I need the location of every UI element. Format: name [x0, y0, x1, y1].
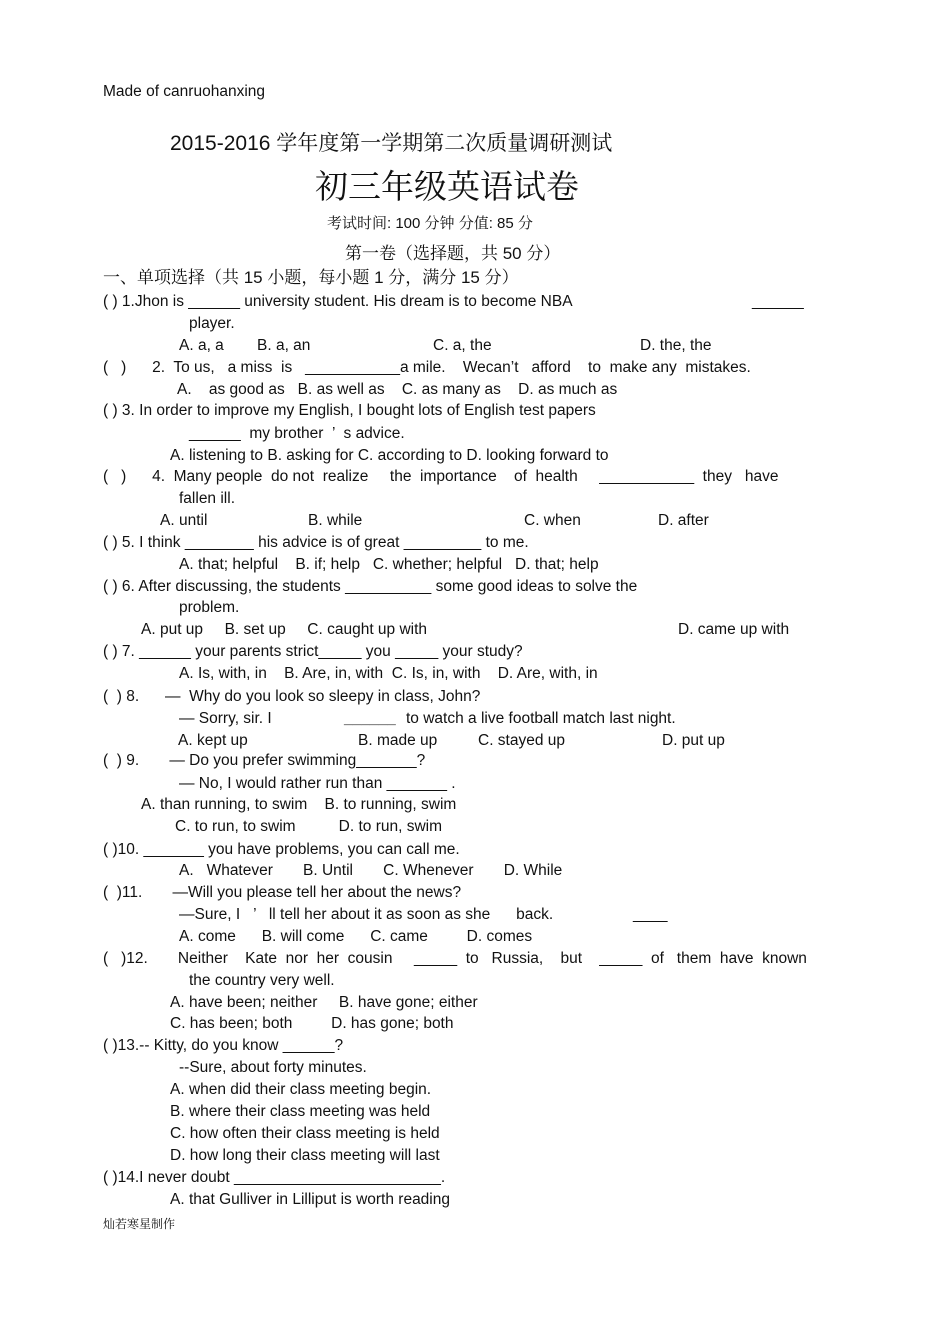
option-a: A. when did their class meeting begin.	[170, 1081, 432, 1098]
answer-blank: ____	[633, 906, 668, 923]
part-title: 第一卷（选择题，共 50 分）	[345, 244, 561, 263]
question-stem: ( )10. _______ you have problems, you can call me.	[103, 841, 460, 858]
question-stem-continued: player.	[189, 315, 235, 332]
exam-subtitle: 2015-2016 学年度第一学期第二次质量调研测试	[170, 132, 613, 155]
option-b: B. while	[308, 512, 363, 529]
dialogue-line: — No, I would rather run than _______ .	[179, 775, 456, 792]
question-stem: ( )14.I never doubt ________________________.	[103, 1169, 446, 1186]
exam-info: 考试时间: 100 分钟 分值: 85 分	[327, 215, 533, 232]
option-b: B. a, an	[257, 337, 311, 354]
question-stem: ( )12. Neither Kate nor her cousin _____ to Russia, but _____ of them have known	[103, 950, 807, 967]
options-ab: A. than running, to swim B. to running, swim	[141, 796, 457, 813]
option-b: B. made up	[358, 732, 438, 749]
options: A. Is, with, in B. Are, in, with C. Is, in, with D. Are, with, in	[179, 665, 598, 682]
footer-note: 灿若寒星制作	[103, 1217, 176, 1231]
options: A. listening to B. asking for C. according to D. looking forward to	[170, 447, 609, 464]
option-c: C. a, the	[433, 337, 492, 354]
option-d: D. the, the	[640, 337, 712, 354]
option-d: D. how long their class meeting will last	[170, 1147, 440, 1164]
option-d: D. after	[658, 512, 709, 529]
top-note: Made of canruohanxing	[103, 83, 266, 100]
dialogue-line-end: to watch a live football match last night.	[406, 710, 676, 727]
question-stem: ( ) 4. Many people do not realize the importance of health ___________ they have	[103, 468, 779, 485]
dialogue-line: —Sure, I ’ ll tell her about it as soon as she back.	[179, 906, 554, 923]
question-stem-continued: fallen ill.	[179, 490, 235, 507]
question-stem: ( ) 7. ______ your parents strict_____ you _____ your study?	[103, 643, 523, 660]
question-stem: ( ) 3. In order to improve my English, I bought lots of English test papers	[103, 402, 596, 419]
options: A. come B. will come C. came D. comes	[179, 928, 533, 945]
answer-blank: ______	[344, 710, 396, 727]
options: A. as good as B. as well as C. as many as D. as much as	[177, 381, 618, 398]
options-cd: C. has been; both D. has gone; both	[170, 1015, 454, 1032]
options-abc: A. put up B. set up C. caught up with	[141, 621, 428, 638]
question-stem: ( ) 6. After discussing, the students __________ some good ideas to solve the	[103, 578, 638, 595]
option-a: A. that Gulliver in Lilliput is worth reading	[170, 1191, 450, 1208]
question-stem-continued: problem.	[179, 599, 240, 616]
option-b: B. where their class meeting was held	[170, 1103, 431, 1120]
question-stem: ( ) 9. — Do you prefer swimming_______?	[103, 752, 426, 769]
options: A. that; helpful B. if; help C. whether; helpful D. that; help	[179, 556, 599, 573]
question-stem: ( ) 2. To us, a miss is ___________a mile. Wecan’t afford to make any mistakes.	[103, 359, 751, 376]
question-stem-continued: ______ my brother ’ s advice.	[189, 425, 405, 442]
option-a: A. a, a	[179, 337, 224, 354]
options-ab: A. have been; neither B. have gone; either	[170, 994, 478, 1011]
option-a: A. kept up	[178, 732, 248, 749]
option-d: D. put up	[662, 732, 725, 749]
answer-blank: ______	[752, 293, 804, 310]
exam-title: 初三年级英语试卷	[315, 167, 579, 206]
question-stem: ( )13.-- Kitty, do you know ______?	[103, 1037, 344, 1054]
options-cd: C. to run, to swim D. to run, swim	[175, 818, 443, 835]
question-stem-continued: the country very well.	[189, 972, 335, 989]
dialogue-line: — Sorry, sir. I	[179, 710, 272, 727]
options: A. Whatever B. Until C. Whenever D. While	[179, 862, 563, 879]
question-stem: ( ) 5. I think ________ his advice is of great _________ to me.	[103, 534, 529, 551]
option-a: A. until	[160, 512, 208, 529]
section-title: 一、单项选择（共 15 小题，每小题 1 分，满分 15 分）	[103, 268, 519, 287]
question-stem: ( )11. —Will you please tell her about the news?	[103, 884, 462, 901]
option-d: D. came up with	[678, 621, 790, 638]
option-c: C. when	[524, 512, 581, 529]
option-c: C. how often their class meeting is held	[170, 1125, 440, 1142]
question-stem: ( ) 1.Jhon is ______ university student. His dream is to become NBA	[103, 293, 573, 310]
question-stem: ( ) 8. — Why do you look so sleepy in class, John?	[103, 688, 481, 705]
dialogue-line: --Sure, about forty minutes.	[179, 1059, 367, 1076]
option-c: C. stayed up	[478, 732, 566, 749]
